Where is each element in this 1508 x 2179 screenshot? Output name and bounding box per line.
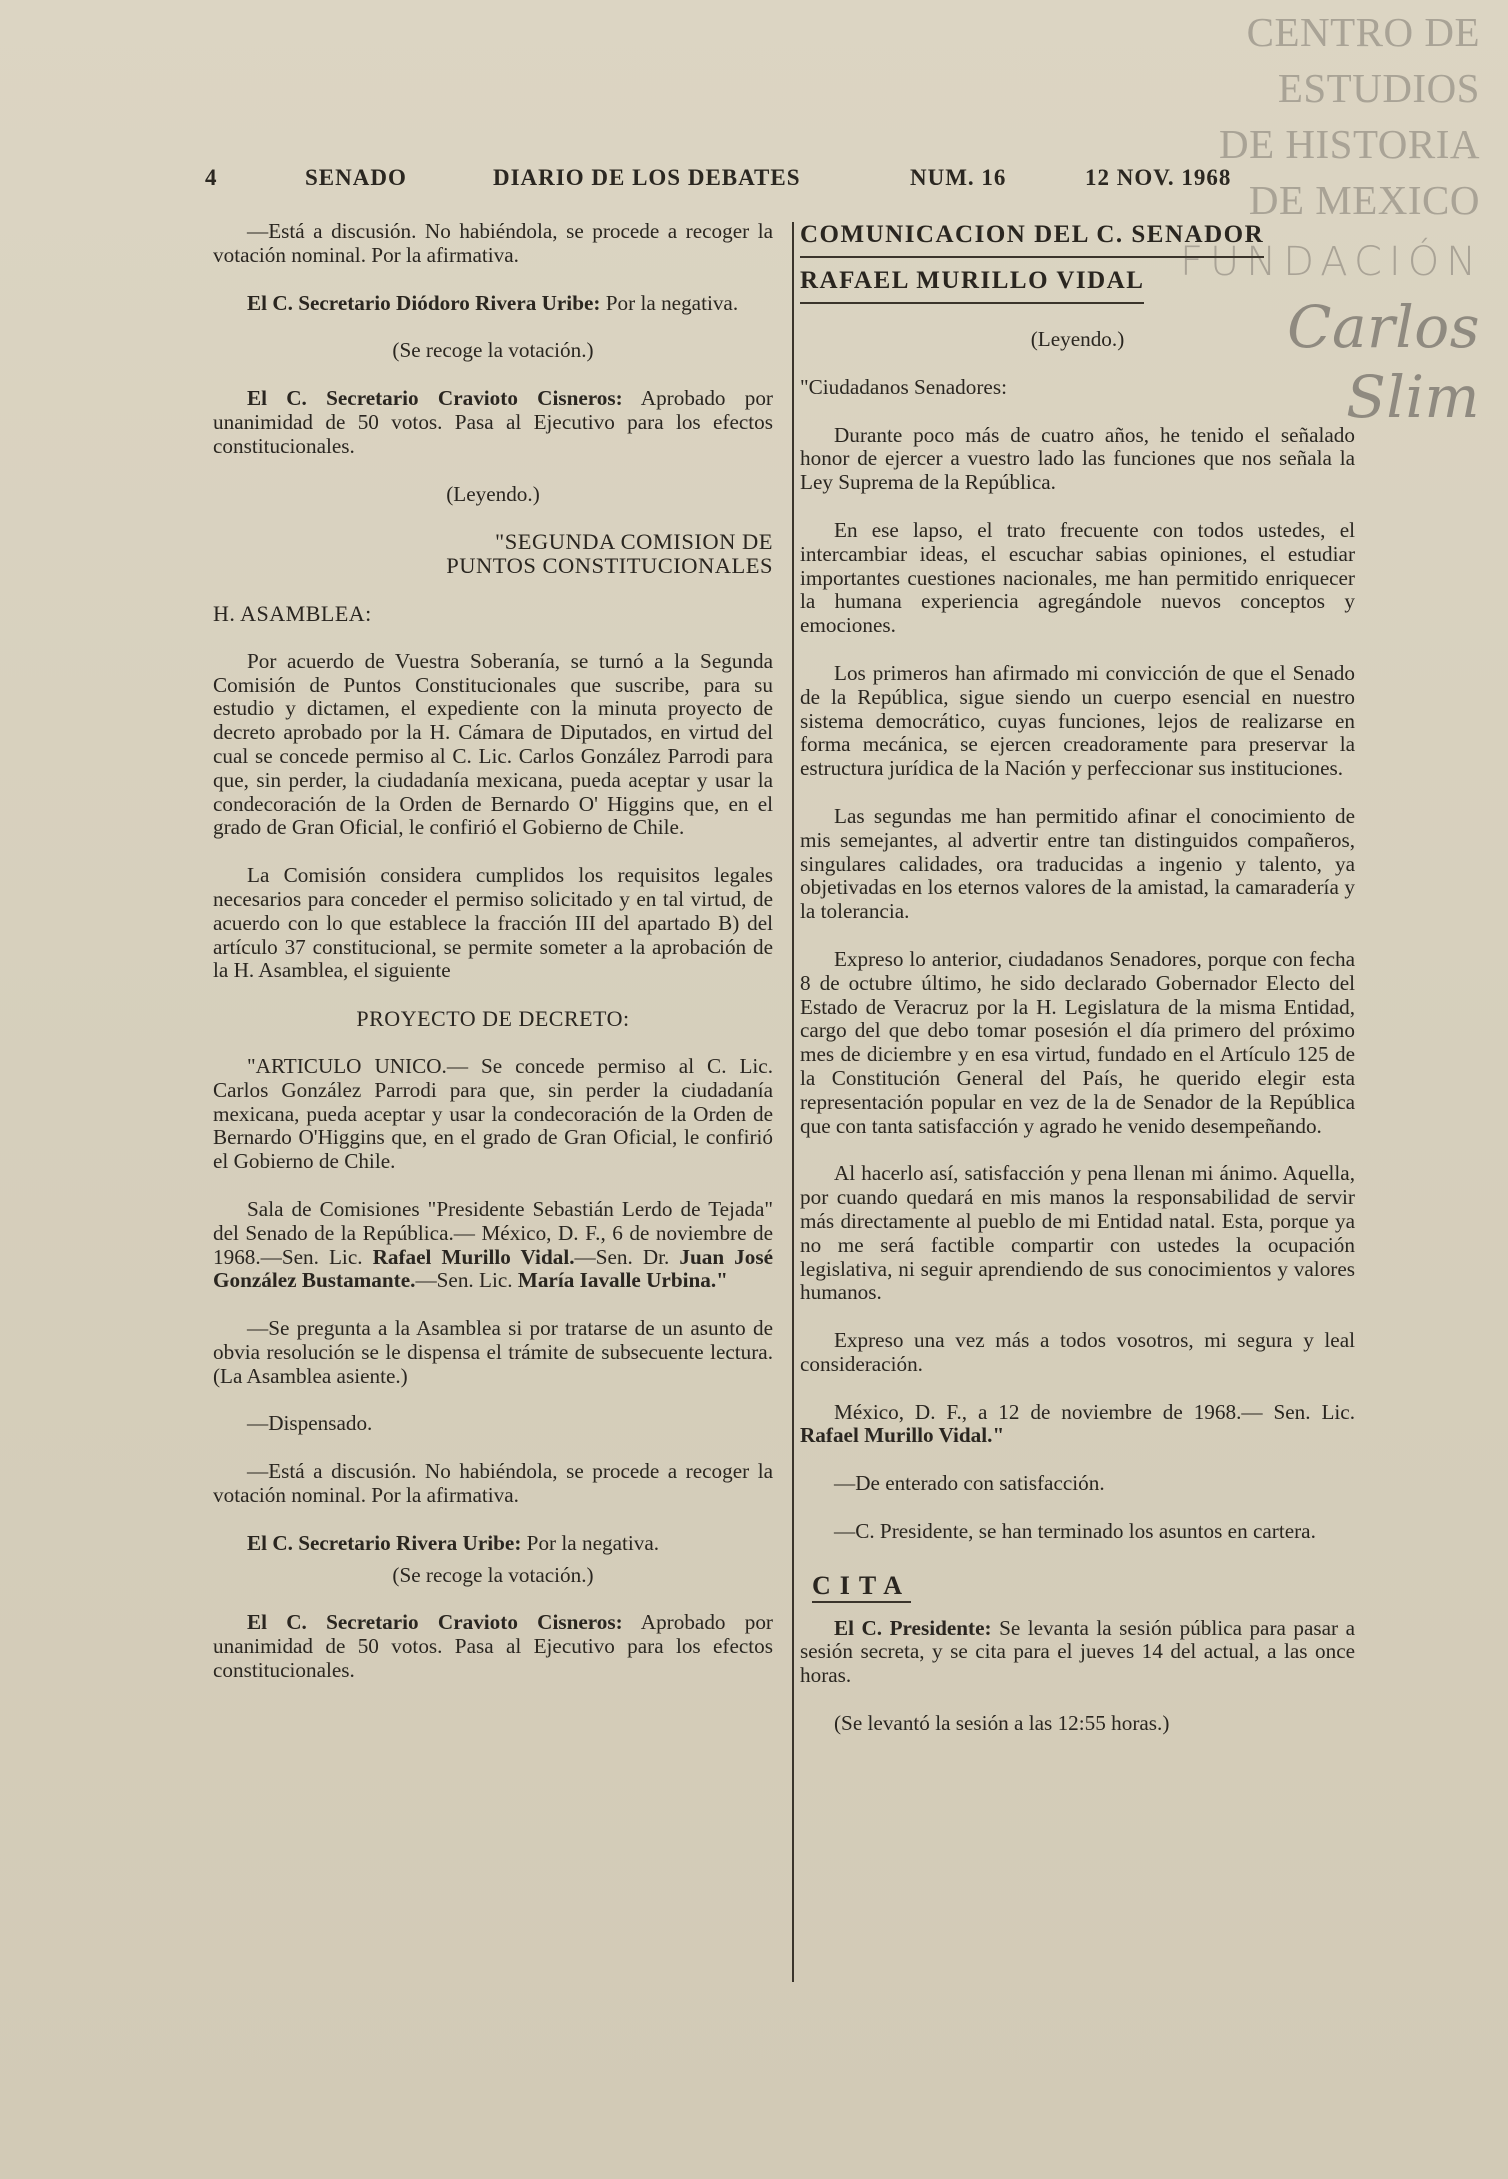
paragraph: —De enterado con satisfacción. [834, 1471, 1105, 1496]
paragraph [800, 1617, 1355, 1688]
header-date: 12 NOV. 1968 [1085, 165, 1232, 190]
commission-heading [213, 530, 773, 578]
speaker: El C. Secretario Cravioto Cisneros: [247, 1610, 623, 1635]
signature-text: México, D. F., a 12 de noviembre de 1968.— Sen. Lic. [834, 1399, 1355, 1424]
running-header [205, 165, 1250, 205]
paragraph: "ARTICULO UNICO.— Se concede permiso al C. Lic. Carlos González Parrodi para que, sin perder la ciudadanía mexicana, pueda aceptar y usar la condecoración de la Orden de Bernardo O'Higgins que, en el grado de Gran Oficial, le confirió el Gobierno de Chile. [213, 1053, 773, 1174]
stage-direction: (Leyendo.) [1030, 327, 1125, 351]
signatures-text: —Sen. Dr. [574, 1244, 680, 1269]
speaker: El C. Secretario Diódoro Rivera Uribe: [247, 290, 601, 315]
paragraph: Al hacerlo así, satisfacción y pena llenan mi ánimo. Aquella, por cuando quedará en mis manos la responsabilidad de servir más directamente al pueblo de mi Entidad natal. Esta, porque ya no me será factible compartir con ustedes la ocupación legislativa, ni seguir aprendiendo de sus conocimientos y valores humanos. [800, 1161, 1355, 1305]
paragraph: —C. Presidente, se han terminado los asuntos en cartera. [834, 1519, 1316, 1544]
speaker: El C. Secretario Cravioto Cisneros: [247, 386, 623, 411]
paragraph: Expreso una vez más a todos vosotros, mi segura y leal consideración. [800, 1328, 1355, 1376]
watermark-signature: Carlos Slim [1287, 293, 1480, 431]
section-heading: RAFAEL MURILLO VIDAL [800, 266, 1144, 304]
speech: Aprobado por unanimidad de 50 votos. Pasa al Ejecutivo para los efectos constitucionales. [213, 386, 773, 458]
paragraph: Los primeros han afirmado mi convicción de que el Senado de la República, sigue siendo un cuerpo esencial en nuestro sistema democrático, cuyas funciones, lejos de realizarse en forma mecánica, se ejercen creadoramente para preservar la estructura jurídica de la Nación y perfeccionar sus instituciones. [800, 660, 1355, 781]
paragraph: Las segundas me han permitido afinar el conocimiento de mis semejantes, al advertir entre tan distinguidos compañeros, singulares calidades, ora traducidas a ingenio y talento, ya objetivadas en los eternos valores de la amistad, la camaradería y la tolerancia. [800, 803, 1355, 924]
cita-heading: CITA [812, 1574, 911, 1603]
paragraph: La Comisión considera cumplidos los requisitos legales necesarios para conceder el permiso solicitado y en tal virtud, de acuerdo con lo que establece la fracción III del apartado B) del artículo 37 constitucional, se permite someter a la aprobación de la H. Asamblea, el siguiente [213, 863, 773, 983]
paragraph: En ese lapso, el trato frecuente con todos ustedes, el intercambiar ideas, el escuchar sabias opiniones, el estudiar importantes cuestiones nacionales, me han permitido enriquecer la humana experiencia agregándole nuevos conceptos y emociones. [800, 517, 1355, 638]
stage-direction: (Leyendo.) [446, 481, 540, 506]
speech: Por la negativa. [521, 1530, 660, 1555]
paragraph [213, 387, 773, 458]
paragraph: Expreso lo anterior, ciudadanos Senadores, porque con fecha 8 de octubre último, he sido declarado Gobernador Electo del Estado de Veracruz por la H. Legislatura de la misma Entidad, cargo del que debo tomar posesión el día primero del próximo mes de diciembre y en esa virtud, fundado en el Artículo 125 de la Constitución General del País, he querido elegir esta representación popular en vez de la de Senador de la República que con tanta satisfacción y agrado he venido desempeñando. [800, 946, 1355, 1138]
watermark-fundacion: FUNDACIÓN [1180, 239, 1484, 285]
paragraph [213, 1611, 773, 1682]
page-number: 4 [205, 165, 218, 190]
commission-heading-line: "SEGUNDA COMISION DE [495, 529, 773, 555]
signatory: María Iavalle Urbina." [517, 1268, 728, 1293]
stage-direction: (Se recoge la votación.) [392, 338, 594, 363]
closing-note: (Se levantó la sesión a las 12:55 horas.) [834, 1711, 1170, 1736]
section-heading: COMUNICACION DEL C. SENADOR [800, 220, 1264, 258]
paragraph: —Dispensado. [247, 1411, 373, 1436]
watermark-line: DE MEXICO [1248, 177, 1480, 223]
paragraph: —Está a discusión. No habiéndola, se procede a recoger la votación nominal. Por la afirmativa. [213, 1459, 773, 1508]
decree-heading: PROYECTO DE DECRETO: [356, 1006, 630, 1032]
speech: Por la negativa. [600, 290, 739, 315]
paragraph [213, 1532, 773, 1556]
paragraph: —Se pregunta a la Asamblea si por tratarse de un asunto de obvia resolución se le dispensa el trámite de subsecuente lectura. (La Asamblea asiente.) [213, 1316, 773, 1388]
paragraph: Durante poco más de cuatro años, he tenido el señalado honor de ejercer a vuestro lado las funciones que nos señala la Ley Suprema de la República. [800, 422, 1355, 495]
paragraph: —Está a discusión. No habiéndola, se procede a recoger la votación nominal. Por la afirmativa. [213, 219, 773, 267]
signature-line [800, 1401, 1355, 1449]
signatures [213, 1198, 773, 1293]
signatures-text: —Sen. Lic. [415, 1268, 518, 1293]
column-divider [792, 222, 794, 1982]
speech: Se levanta la sesión pública para pasar a sesión secreta, y se cita para el jueves 14 del actual, a las once horas. [800, 1615, 1355, 1688]
paragraph [213, 292, 773, 316]
left-column [213, 220, 773, 1707]
watermark-line: ESTUDIOS [1277, 65, 1480, 111]
signatory: Rafael Murillo Vidal. [372, 1244, 575, 1269]
right-column [800, 220, 1355, 1760]
header-issue: NUM. 16 [910, 165, 1007, 190]
signatures-text: Sala de Comisiones "Presidente Sebastián Lerdo de Tejada" del Senado de la República.— México, D. F., 6 de noviembre de 1968.—Sen. Lic. [213, 1196, 773, 1269]
watermark-line: DE HISTORIA [1219, 121, 1480, 167]
watermark-line: CENTRO DE [1246, 9, 1480, 55]
header-publication: DIARIO DE LOS DEBATES [493, 165, 801, 190]
speaker: El C. Secretario Rivera Uribe: [247, 1530, 522, 1555]
speaker: El C. Presidente: [834, 1615, 992, 1640]
signatory: Juan José González Bustamante. [213, 1244, 773, 1293]
stage-direction: (Se recoge la votación.) [392, 1562, 594, 1587]
speech: Aprobado por unanimidad de 50 votos. Pasa al Ejecutivo para los efectos constitucionales. [213, 1610, 773, 1683]
salutation: H. ASAMBLEA: [213, 600, 372, 626]
header-chamber: SENADO [305, 165, 407, 190]
salutation: "Ciudadanos Senadores: [800, 374, 1007, 399]
commission-heading-line: PUNTOS CONSTITUCIONALES [446, 553, 773, 579]
paragraph: Por acuerdo de Vuestra Soberanía, se turnó a la Segunda Comisión de Puntos Constitucionales que suscribe, para su estudio y dictamen, el expediente con la minuta proyecto de decreto aprobado por la H. Cámara de Diputados, en virtud del cual se concede permiso al C. Lic. Carlos González Parrodi para que, sin perder, la ciudadanía mexicana, pueda aceptar y usar la condecoración de la Orden de Bernardo O' Higgins que, en el grado de Gran Oficial, le confirió el Gobierno de Chile. [213, 648, 773, 840]
signatory: Rafael Murillo Vidal." [800, 1423, 1005, 1448]
